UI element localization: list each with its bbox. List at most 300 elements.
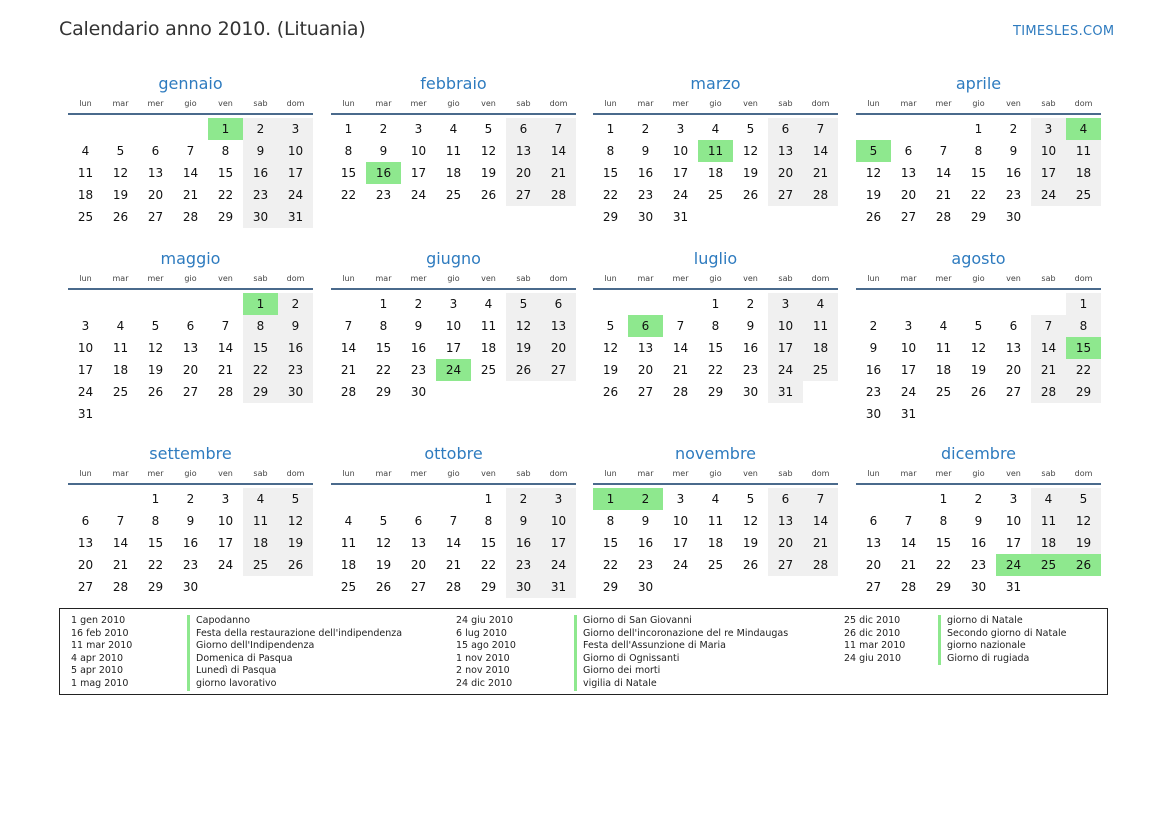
- weekday-header: mer: [410, 274, 427, 283]
- day-cell: 26: [970, 385, 987, 399]
- day-cell: 16: [637, 536, 654, 550]
- day-cell: 21: [803, 162, 838, 184]
- day-cell: 10: [672, 514, 689, 528]
- weekday-header: mar: [637, 99, 654, 108]
- day-cell: 21: [672, 363, 689, 377]
- holiday-day-cell: 16: [366, 162, 401, 184]
- legend-date: 6 lug 2010: [456, 627, 507, 639]
- day-cell: 29: [970, 210, 987, 224]
- day-cell: 22: [480, 558, 497, 572]
- day-cell: 29: [217, 210, 234, 224]
- weekday-header: mer: [147, 99, 164, 108]
- month-name: maggio: [160, 249, 221, 268]
- holiday-day-cell: 26: [1066, 554, 1101, 576]
- day-cell: 12: [865, 166, 882, 180]
- legend-date: 26 dic 2010: [844, 627, 901, 639]
- day-cell: 11: [445, 144, 462, 158]
- day-cell: 14: [1031, 337, 1066, 359]
- day-cell: 7: [803, 118, 838, 140]
- weekday-header: gio: [972, 99, 985, 108]
- day-cell: 29: [935, 580, 952, 594]
- month-name: luglio: [693, 249, 738, 268]
- day-cell: 17: [1005, 536, 1022, 550]
- day-cell: 24: [541, 554, 576, 576]
- month-ottobre: [331, 443, 576, 598]
- legend-date: 2 nov 2010: [456, 665, 510, 677]
- day-cell: 7: [449, 514, 458, 528]
- day-cell: 23: [182, 558, 199, 572]
- day-grid: [593, 118, 838, 228]
- day-cell: 5: [278, 488, 313, 510]
- day-cell: 10: [1005, 514, 1022, 528]
- header-rule: [593, 288, 838, 290]
- day-cell: 9: [1009, 144, 1018, 158]
- day-cell: 4: [939, 319, 948, 333]
- legend-names-column: [574, 615, 788, 691]
- day-cell: 12: [112, 166, 129, 180]
- day-cell: 8: [974, 144, 983, 158]
- day-cell: 16: [865, 363, 882, 377]
- day-cell: 2: [414, 297, 423, 311]
- month-gennaio: [68, 73, 313, 228]
- day-cell: 5: [746, 492, 755, 506]
- legend-holiday-name: Giorno di rugiada: [938, 653, 1067, 666]
- day-cell: 28: [112, 580, 129, 594]
- day-cell: 29: [480, 580, 497, 594]
- day-cell: 1: [1066, 293, 1101, 315]
- day-cell: 1: [344, 122, 353, 136]
- day-cell: 12: [1066, 510, 1101, 532]
- weekday-header: dom: [286, 469, 305, 478]
- day-cell: 13: [1005, 341, 1022, 355]
- day-cell: 13: [541, 315, 576, 337]
- day-cell: 7: [344, 319, 353, 333]
- day-cell: 17: [217, 536, 234, 550]
- day-cell: 11: [1066, 140, 1101, 162]
- day-cell: 30: [637, 210, 654, 224]
- day-cell: 31: [900, 407, 917, 421]
- legend-date: 15 ago 2010: [456, 640, 516, 652]
- day-cell: 7: [904, 514, 913, 528]
- day-cell: 25: [935, 385, 952, 399]
- day-cell: 28: [803, 554, 838, 576]
- weekday-header: mar: [637, 274, 654, 283]
- weekday-header: gio: [709, 99, 722, 108]
- day-cell: 19: [375, 558, 392, 572]
- day-cell: 5: [484, 122, 493, 136]
- holiday-day-cell: 25: [1031, 554, 1066, 576]
- day-cell: 22: [375, 363, 392, 377]
- day-cell: 8: [243, 315, 278, 337]
- day-cell: 18: [243, 532, 278, 554]
- holiday-day-cell: 15: [1066, 337, 1101, 359]
- weekday-header: sab: [1041, 274, 1056, 283]
- day-cell: 8: [151, 514, 160, 528]
- header-rule: [593, 483, 838, 485]
- day-cell: 14: [182, 166, 199, 180]
- day-grid: [593, 488, 838, 598]
- day-cell: 24: [217, 558, 234, 572]
- day-cell: 1: [151, 492, 160, 506]
- day-cell: 25: [340, 580, 357, 594]
- day-cell: 3: [541, 488, 576, 510]
- weekday-header: lun: [867, 274, 880, 283]
- day-cell: 29: [602, 580, 619, 594]
- day-cell: 17: [672, 536, 689, 550]
- day-cell: 19: [602, 363, 619, 377]
- weekday-header: mar: [900, 274, 917, 283]
- day-cell: 18: [707, 166, 724, 180]
- day-grid: [331, 118, 576, 206]
- day-cell: 1: [939, 492, 948, 506]
- weekday-header: mer: [935, 274, 952, 283]
- day-cell: 3: [414, 122, 423, 136]
- weekday-header: mar: [375, 274, 392, 283]
- header-rule: [331, 113, 576, 115]
- day-cell: 27: [768, 184, 803, 206]
- legend-holiday-name: giorno lavorativo: [187, 678, 402, 691]
- day-cell: 28: [182, 210, 199, 224]
- weekday-header: ven: [218, 469, 233, 478]
- day-cell: 21: [340, 363, 357, 377]
- day-cell: 25: [707, 558, 724, 572]
- day-cell: 5: [974, 319, 983, 333]
- day-cell: 4: [711, 122, 720, 136]
- weekday-header: lun: [604, 469, 617, 478]
- day-cell: 27: [768, 554, 803, 576]
- weekday-header: lun: [342, 274, 355, 283]
- day-cell: 19: [1066, 532, 1101, 554]
- legend-date: 1 nov 2010: [456, 652, 510, 664]
- weekday-header: lun: [604, 274, 617, 283]
- day-cell: 2: [746, 297, 755, 311]
- day-cell: 21: [217, 363, 234, 377]
- day-cell: 24: [1031, 184, 1066, 206]
- day-cell: 4: [81, 144, 90, 158]
- day-cell: 30: [1005, 210, 1022, 224]
- weekday-header: sab: [1041, 99, 1056, 108]
- day-cell: 30: [243, 206, 278, 228]
- day-cell: 24: [672, 558, 689, 572]
- weekday-header: mer: [410, 469, 427, 478]
- weekday-header: gio: [972, 274, 985, 283]
- day-cell: 30: [865, 407, 882, 421]
- day-cell: 15: [480, 536, 497, 550]
- month-name: novembre: [674, 444, 757, 463]
- day-cell: 3: [81, 319, 90, 333]
- day-cell: 17: [278, 162, 313, 184]
- day-cell: 29: [707, 385, 724, 399]
- day-cell: 15: [935, 536, 952, 550]
- legend-date: 25 dic 2010: [844, 615, 901, 626]
- day-cell: 6: [1009, 319, 1018, 333]
- day-cell: 17: [77, 363, 94, 377]
- day-cell: 9: [278, 315, 313, 337]
- day-cell: 3: [676, 122, 685, 136]
- weekday-header: sab: [253, 274, 268, 283]
- day-cell: 20: [77, 558, 94, 572]
- month-maggio: [68, 248, 313, 425]
- weekday-header: dom: [549, 274, 568, 283]
- day-cell: 27: [410, 580, 427, 594]
- day-grid: [856, 293, 1101, 425]
- day-cell: 9: [746, 319, 755, 333]
- day-cell: 26: [506, 359, 541, 381]
- day-cell: 8: [939, 514, 948, 528]
- day-cell: 10: [541, 510, 576, 532]
- day-cell: 4: [344, 514, 353, 528]
- day-cell: 14: [340, 341, 357, 355]
- day-cell: 23: [243, 184, 278, 206]
- day-cell: 8: [606, 144, 615, 158]
- day-cell: 15: [375, 341, 392, 355]
- day-cell: 14: [803, 510, 838, 532]
- weekday-header: mer: [672, 469, 689, 478]
- day-cell: 23: [865, 385, 882, 399]
- legend-dates-column: [71, 615, 132, 691]
- day-cell: 4: [449, 122, 458, 136]
- day-grid: [68, 488, 313, 598]
- day-cell: 20: [768, 532, 803, 554]
- day-cell: 13: [147, 166, 164, 180]
- day-cell: 11: [707, 514, 724, 528]
- day-cell: 1: [606, 122, 615, 136]
- legend-holiday-name: Domenica di Pasqua: [187, 653, 402, 666]
- day-cell: 26: [742, 558, 759, 572]
- month-name: gennaio: [158, 74, 223, 93]
- day-cell: 3: [1009, 492, 1018, 506]
- holiday-day-cell: 24: [436, 359, 471, 381]
- month-febbraio: [331, 73, 576, 206]
- day-cell: 4: [243, 488, 278, 510]
- day-cell: 24: [768, 359, 803, 381]
- day-cell: 13: [865, 536, 882, 550]
- weekday-header: gio: [709, 274, 722, 283]
- day-cell: 23: [637, 558, 654, 572]
- day-cell: 7: [186, 144, 195, 158]
- weekday-header: sab: [516, 99, 531, 108]
- day-cell: 13: [77, 536, 94, 550]
- day-cell: 23: [375, 188, 392, 202]
- day-cell: 26: [112, 210, 129, 224]
- day-cell: 30: [506, 576, 541, 598]
- day-grid: [331, 293, 576, 403]
- month-giugno: [331, 248, 576, 403]
- day-cell: 30: [970, 580, 987, 594]
- day-cell: 20: [768, 162, 803, 184]
- day-cell: 12: [375, 536, 392, 550]
- day-cell: 28: [217, 385, 234, 399]
- legend-holiday-name: vigilia di Natale: [574, 678, 788, 691]
- day-cell: 17: [900, 363, 917, 377]
- legend-date: 1 gen 2010: [71, 615, 126, 626]
- day-cell: 11: [935, 341, 952, 355]
- day-cell: 7: [803, 488, 838, 510]
- day-cell: 11: [1031, 510, 1066, 532]
- day-cell: 18: [707, 536, 724, 550]
- month-name: aprile: [955, 74, 1002, 93]
- day-cell: 22: [243, 359, 278, 381]
- day-cell: 28: [935, 210, 952, 224]
- weekday-header: gio: [447, 274, 460, 283]
- day-cell: 2: [1009, 122, 1018, 136]
- day-cell: 10: [77, 341, 94, 355]
- day-cell: 7: [541, 118, 576, 140]
- day-cell: 4: [803, 293, 838, 315]
- day-cell: 3: [221, 492, 230, 506]
- legend-date: 4 apr 2010: [71, 652, 124, 664]
- day-cell: 14: [541, 140, 576, 162]
- day-cell: 23: [1005, 188, 1022, 202]
- day-cell: 19: [865, 188, 882, 202]
- day-cell: 25: [445, 188, 462, 202]
- day-cell: 21: [112, 558, 129, 572]
- day-cell: 1: [379, 297, 388, 311]
- weekday-header: dom: [286, 274, 305, 283]
- day-cell: 3: [676, 492, 685, 506]
- legend-holiday-name: Festa della restaurazione dell'indipendenza: [187, 628, 402, 641]
- day-cell: 22: [147, 558, 164, 572]
- day-cell: 16: [278, 337, 313, 359]
- weekday-header: dom: [1074, 99, 1093, 108]
- day-cell: 13: [900, 166, 917, 180]
- header-rule: [68, 483, 313, 485]
- weekday-header: ven: [218, 274, 233, 283]
- weekday-header: mer: [672, 99, 689, 108]
- day-cell: 5: [116, 144, 125, 158]
- day-cell: 28: [803, 184, 838, 206]
- day-cell: 26: [480, 188, 497, 202]
- brand-link[interactable]: TIMESLES.COM: [1013, 24, 1115, 39]
- day-cell: 4: [484, 297, 493, 311]
- day-cell: 19: [278, 532, 313, 554]
- weekday-header: dom: [286, 99, 305, 108]
- day-cell: 23: [742, 363, 759, 377]
- weekday-header: ven: [743, 99, 758, 108]
- weekday-header: lun: [867, 469, 880, 478]
- day-cell: 22: [602, 558, 619, 572]
- weekday-header: ven: [481, 99, 496, 108]
- day-cell: 27: [637, 385, 654, 399]
- legend-holiday-name: giorno nazionale: [938, 640, 1067, 653]
- day-cell: 15: [340, 166, 357, 180]
- day-cell: 13: [506, 140, 541, 162]
- day-cell: 11: [112, 341, 129, 355]
- day-cell: 20: [865, 558, 882, 572]
- weekday-header: dom: [1074, 274, 1093, 283]
- legend-holiday-name: Lunedì di Pasqua: [187, 665, 402, 678]
- weekday-header: lun: [79, 99, 92, 108]
- day-cell: 15: [243, 337, 278, 359]
- weekday-header: sab: [253, 99, 268, 108]
- day-cell: 19: [480, 166, 497, 180]
- holiday-legend: [59, 608, 1108, 695]
- header-rule: [331, 483, 576, 485]
- month-name: marzo: [690, 74, 741, 93]
- weekday-header: ven: [743, 274, 758, 283]
- legend-dates-column: [456, 615, 516, 691]
- day-grid: [593, 293, 838, 403]
- day-cell: 18: [77, 188, 94, 202]
- day-cell: 29: [375, 385, 392, 399]
- day-cell: 28: [445, 580, 462, 594]
- legend-names-column: [187, 615, 402, 691]
- day-cell: 3: [904, 319, 913, 333]
- day-cell: 15: [707, 341, 724, 355]
- weekday-header: sab: [778, 469, 793, 478]
- header-rule: [856, 113, 1101, 115]
- holiday-day-cell: 24: [996, 554, 1031, 576]
- day-cell: 24: [77, 385, 94, 399]
- day-cell: 25: [803, 359, 838, 381]
- day-cell: 7: [221, 319, 230, 333]
- day-cell: 5: [151, 319, 160, 333]
- day-cell: 26: [602, 385, 619, 399]
- day-cell: 6: [414, 514, 423, 528]
- day-grid: [68, 293, 313, 425]
- day-cell: 21: [935, 188, 952, 202]
- day-cell: 25: [1066, 184, 1101, 206]
- holiday-day-cell: 6: [628, 315, 663, 337]
- month-name: agosto: [951, 249, 1006, 268]
- day-cell: 12: [742, 144, 759, 158]
- day-cell: 22: [1066, 359, 1101, 381]
- weekday-header: sab: [516, 469, 531, 478]
- day-cell: 6: [506, 118, 541, 140]
- weekday-header: ven: [1006, 99, 1021, 108]
- weekday-header: sab: [778, 274, 793, 283]
- weekday-header: mar: [900, 99, 917, 108]
- day-cell: 13: [182, 341, 199, 355]
- day-cell: 9: [186, 514, 195, 528]
- legend-date: 11 mar 2010: [71, 640, 133, 652]
- day-cell: 27: [541, 359, 576, 381]
- day-grid: [856, 488, 1101, 598]
- day-cell: 4: [711, 492, 720, 506]
- day-cell: 19: [742, 166, 759, 180]
- holiday-day-cell: 2: [628, 488, 663, 510]
- day-cell: 15: [147, 536, 164, 550]
- legend-date: 16 feb 2010: [71, 627, 129, 639]
- day-cell: 2: [641, 122, 650, 136]
- day-cell: 17: [541, 532, 576, 554]
- day-cell: 27: [1005, 385, 1022, 399]
- day-cell: 20: [541, 337, 576, 359]
- day-cell: 10: [900, 341, 917, 355]
- weekday-header: mer: [935, 99, 952, 108]
- header-rule: [593, 113, 838, 115]
- day-cell: 28: [541, 184, 576, 206]
- day-cell: 23: [637, 188, 654, 202]
- day-cell: 31: [278, 206, 313, 228]
- day-cell: 23: [410, 363, 427, 377]
- day-cell: 30: [182, 580, 199, 594]
- weekday-header: lun: [604, 99, 617, 108]
- day-cell: 24: [278, 184, 313, 206]
- weekday-header: mer: [147, 469, 164, 478]
- legend-holiday-name: Secondo giorno di Natale: [938, 628, 1067, 641]
- legend-holiday-name: Festa dell'Assunzione di Maria: [574, 640, 788, 653]
- day-cell: 11: [243, 510, 278, 532]
- day-cell: 17: [672, 166, 689, 180]
- day-cell: 27: [182, 385, 199, 399]
- weekday-header: mar: [112, 274, 129, 283]
- day-cell: 2: [869, 319, 878, 333]
- day-cell: 30: [278, 381, 313, 403]
- month-marzo: [593, 73, 838, 228]
- day-cell: 27: [147, 210, 164, 224]
- day-cell: 27: [865, 580, 882, 594]
